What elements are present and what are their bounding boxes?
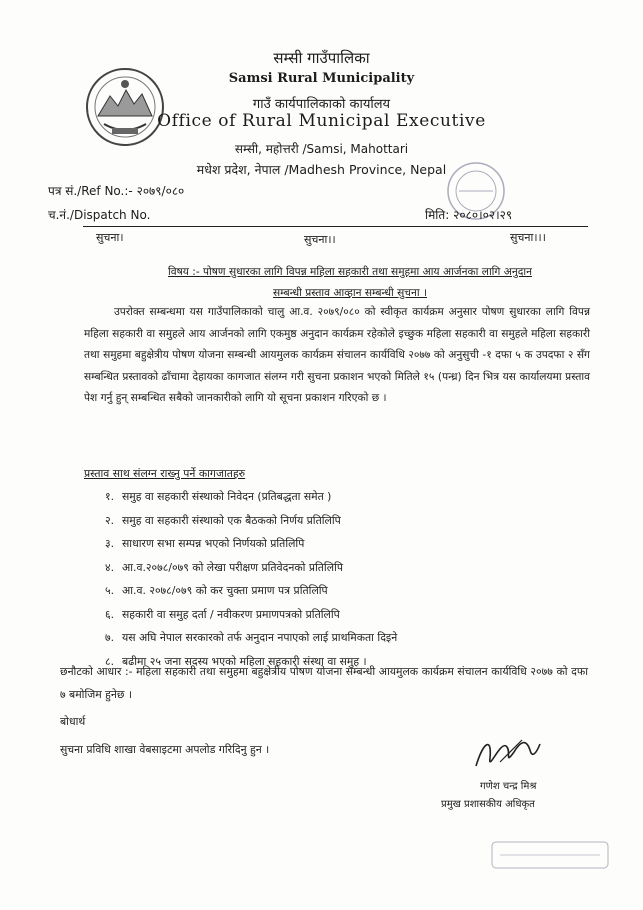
municipality-name-np: सम्सी गाउँपालिका	[273, 49, 370, 67]
divider	[83, 226, 588, 227]
municipality-name-en: Samsi Rural Municipality	[228, 71, 415, 86]
subject	[100, 262, 600, 304]
list-item: २. समुह वा सहकारी संस्थाको एक बैठकको निर्णय प्रतिलिपि	[104, 513, 341, 527]
list-item: १. समुह वा सहकारी संस्थाको निवेदन (प्रतिबद्धता समेत )	[104, 490, 332, 503]
list-item: ८. बढीमा २५ जना सदस्य भएको महिला सहकारी संस्था वा समुह ।	[104, 654, 367, 668]
date-label: मिति:	[425, 208, 450, 222]
selection-basis: छनौटको आधार :- महिला सहकारी तथा समुहमा बहुक्षेत्रीय पोषण योजना सम्बन्धी आयमुलक कार्यक्रम संचालन कार्यविधि २०७७ को दफा ७ बमोजिम हुनेछ ।	[60, 665, 588, 701]
signatory-name: गणेश चन्द्र मिश्र	[480, 781, 537, 792]
documents-title: प्रस्ताव साथ संलग्न राख्नु पर्ने कागजातहरु	[84, 467, 246, 480]
office-name-np: गाउँ कार्यपालिकाको कार्यालय	[252, 97, 391, 112]
list-item: ६. सहकारी वा समुह दर्ता / नवीकरण प्रमाणपत्रको प्रतिलिपि	[104, 607, 340, 621]
signature-icon	[470, 732, 542, 774]
ref-no	[48, 182, 184, 199]
address-line-1: सम्सी, महोत्तरी /Samsi, Mahottari	[234, 142, 409, 156]
dispatch-label: च.नं./Dispatch No.	[48, 208, 151, 222]
list-item: ५. आ.व. २०७८/०७९ को कर चुक्ता प्रमाण पत्र प्रतिलिपि	[104, 584, 328, 597]
subject-line-2: सम्बन्धी प्रस्ताव आव्हान सम्बन्धी सुचना ।	[272, 287, 427, 299]
info-label: बोधार्थ	[60, 715, 86, 728]
address-line-2: मधेश प्रदेश, नेपाल /Madhesh Province, Nepal	[196, 162, 447, 177]
notice-center: सुचना।।	[304, 233, 336, 246]
list-item: ४. आ.व.२०७८/०७९ को लेखा परीक्षण प्रतिवेदनको प्रतिलिपि	[104, 560, 343, 574]
date-value: २०८०।०२।२९	[453, 208, 513, 222]
notice-left: सुचना।	[96, 231, 124, 244]
body-paragraph: उपरोक्त सम्बन्धमा यस गाउँपालिकाको चालु आ.व. २०७९/०८० को स्वीकृत कार्यक्रम अनुसार पोषण सुधारका लागि विपन्न महिला सहकारी वा समुहले आय आर्जनको लागि एकमुष्ठ अनुदान कार्यक्रम रहेकोले इच्छुक महिला सहकारी वा समुहले महिला सहकारी तथा समुहमा बहुक्षेत्रीय पोषण योजना सम्बन्धी आयमुलक कार्यक्रम संचालन कार्यविधि २०७७ को अनुसुची -१ दफा ५ क उपदफा २ सँग सम्बन्धित प्रस्तावको ढाँचामा देहायका कागजात संलग्न गरी सुचना प्रकाशन भएको मितिले १५ (पन्ध्र) दिन भित्र यस कार्यालयमा प्रस्ताव पेश गर्नु हुन् सम्बन्धित सबैको जानकारीको लागि यो सूचना प्रकाशन गरिएको छ ।	[84, 306, 590, 404]
notice-right: सुचना।।।	[510, 231, 546, 244]
ref-label: पत्र सं./Ref No.:-	[48, 184, 133, 198]
list-item: ३. साधारण सभा सम्पन्न भएको निर्णयको प्रतिलिपि	[104, 537, 305, 550]
list-item: ७. यस अघि नेपाल सरकारको तर्फ अनुदान नपाएको लाई प्राथमिकता दिइने	[104, 631, 398, 644]
bottom-stamp-icon	[490, 838, 610, 872]
subject-line-1: विषय :- पोषण सुधारका लागि विपन्न महिला सहकारी तथा समुहमा आय आर्जनका लागि अनुदान	[168, 266, 532, 278]
office-name-en: Office of Rural Municipal Executive	[157, 111, 486, 131]
date	[425, 206, 512, 223]
documents-list	[84, 485, 594, 673]
ref-value: २०७९/०८०	[136, 184, 185, 198]
signatory-title: प्रमुख प्रशासकीय अधिकृत	[441, 799, 535, 810]
upload-note: सुचना प्रविधि शाखा वेबसाइटमा अपलोड गरिदिनु हुन ।	[60, 743, 270, 756]
